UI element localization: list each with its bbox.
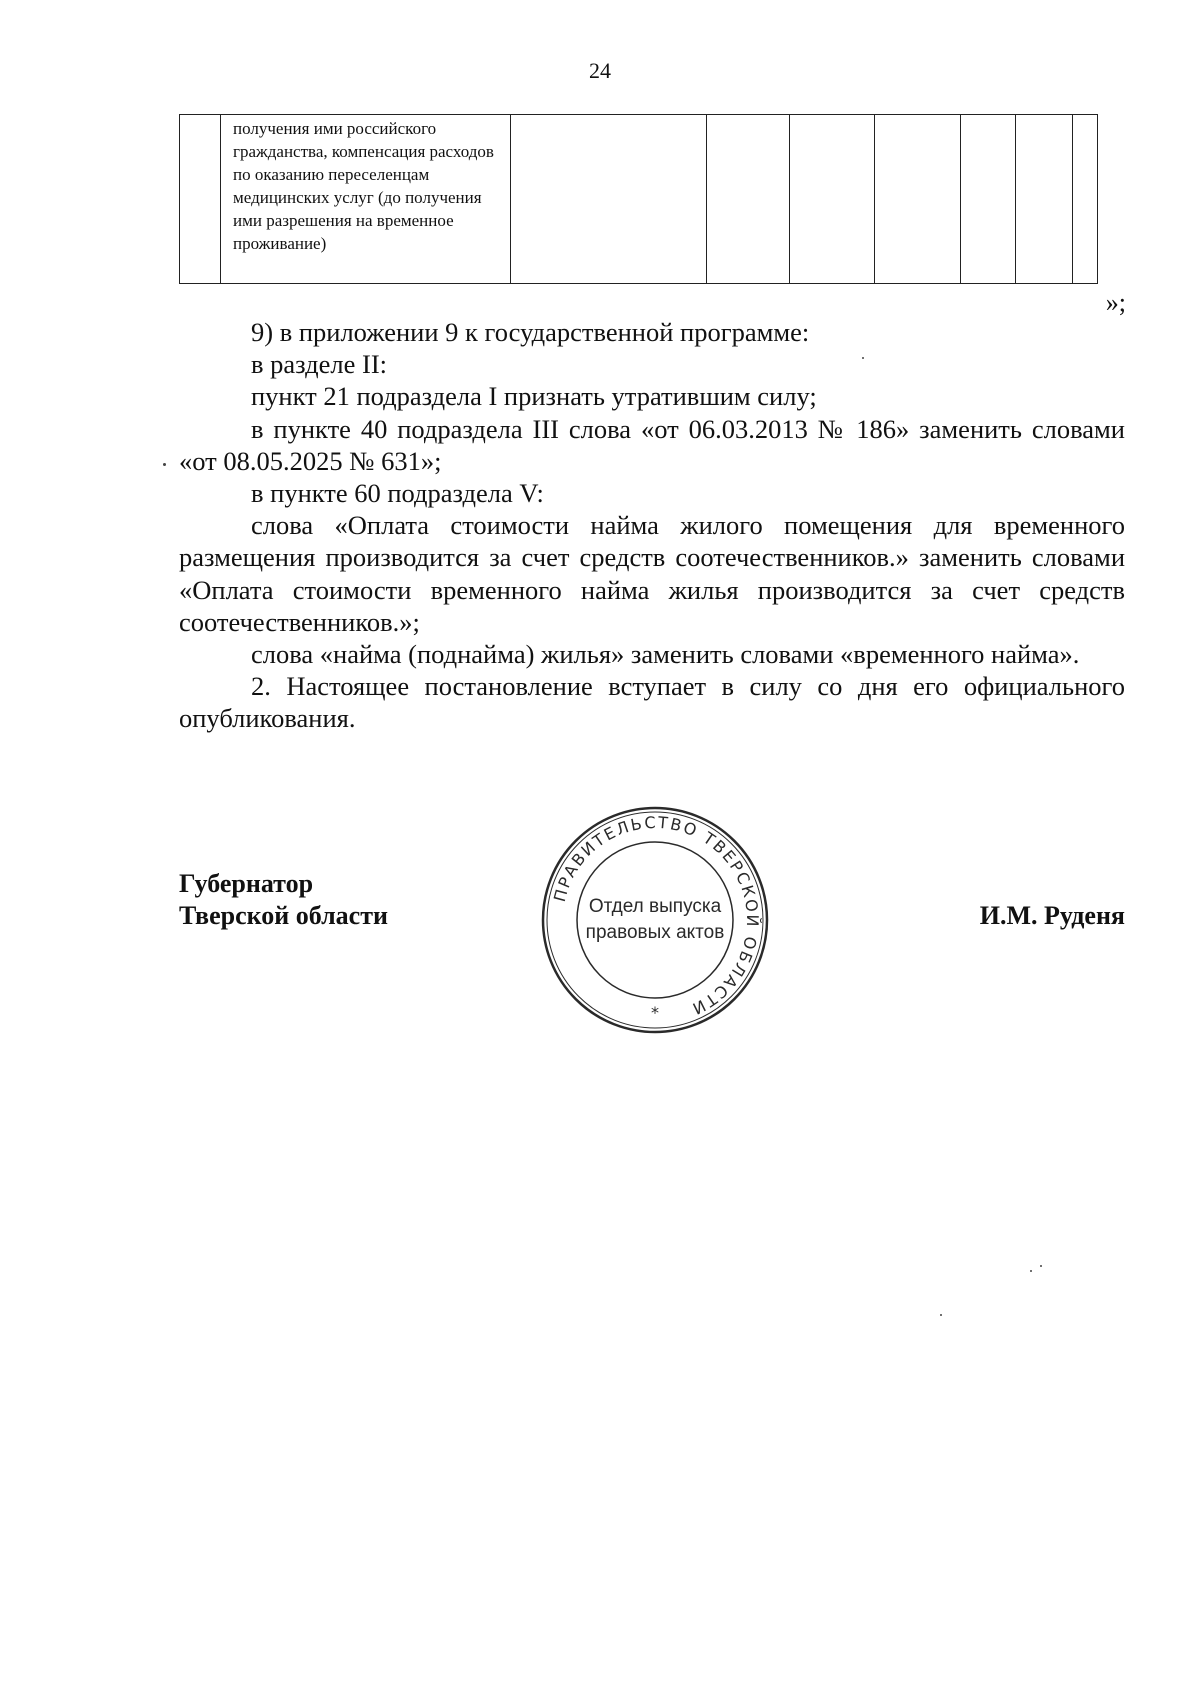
- official-stamp: [535, 800, 775, 1040]
- paragraph-point-60: в пункте 60 подраздела V:: [251, 478, 544, 509]
- signatory-name: И.М. Руденя: [979, 901, 1125, 930]
- stamp-inner-ring: [577, 842, 733, 998]
- stamp-ring-text: ПРАВИТЕЛЬСТВО ТВЕРСКОЙ ОБЛАСТИ: [549, 812, 763, 1020]
- stamp-center-line: Отдел выпуска: [588, 896, 722, 917]
- paragraph-point-40: в пункте 40 подраздела III слова «от 06.03.2013 № 186» заменить словами «от 08.05.2025 № 631»;: [179, 413, 1125, 476]
- signatory-title-line: Тверской области: [179, 901, 388, 930]
- page-number: 24: [589, 58, 611, 83]
- signatory-title: [179, 868, 388, 932]
- table-cell-description: получения ими российского гражданства, компенсация расходов по оказанию переселенцам медицинских услуг (до получения ими разрешения на временное проживание): [221, 115, 511, 284]
- paragraph-point-21: пункт 21 подраздела I признать утратившим силу;: [251, 381, 817, 412]
- table-cell-number: [180, 115, 221, 284]
- table-cell: [511, 115, 707, 284]
- table-cell: [875, 115, 961, 284]
- scan-speck: [940, 1314, 942, 1316]
- document-body: [179, 316, 1125, 735]
- paragraph-replace-rent: слова «найма (поднайма) жилья» заменить словами «временного найма».: [251, 639, 1080, 670]
- table-row: [180, 115, 1098, 284]
- scan-speck: [862, 357, 864, 359]
- table-cell: [707, 115, 790, 284]
- stamp-star: *: [651, 1003, 659, 1022]
- scan-speck: [163, 463, 166, 466]
- table-cell: [790, 115, 875, 284]
- continuation-table: [179, 114, 1098, 284]
- paragraph-section-ii: в разделе II:: [251, 349, 388, 380]
- closing-quote: »;: [1105, 288, 1126, 317]
- table-cell: [1016, 115, 1073, 284]
- scan-speck: [1030, 1270, 1032, 1272]
- paragraph-effective-date: 2. Настоящее постановление вступает в силу со дня его официального опубликования.: [179, 671, 1125, 734]
- paragraph-replace-payment: слова «Оплата стоимости найма жилого помещения для временного размещения производится за счет средств соотечественников.» заменить словами «Оплата стоимости временного найма жилья производится за счет средств соотечественников.»;: [179, 510, 1125, 637]
- stamp-center-line: правовых актов: [585, 922, 725, 943]
- signatory-title-line: Губернатор: [179, 869, 314, 898]
- paragraph-item-9: 9) в приложении 9 к государственной программе:: [251, 317, 810, 347]
- table-cell: [1073, 115, 1098, 284]
- table-cell: [961, 115, 1016, 284]
- scan-speck: [1040, 1265, 1042, 1267]
